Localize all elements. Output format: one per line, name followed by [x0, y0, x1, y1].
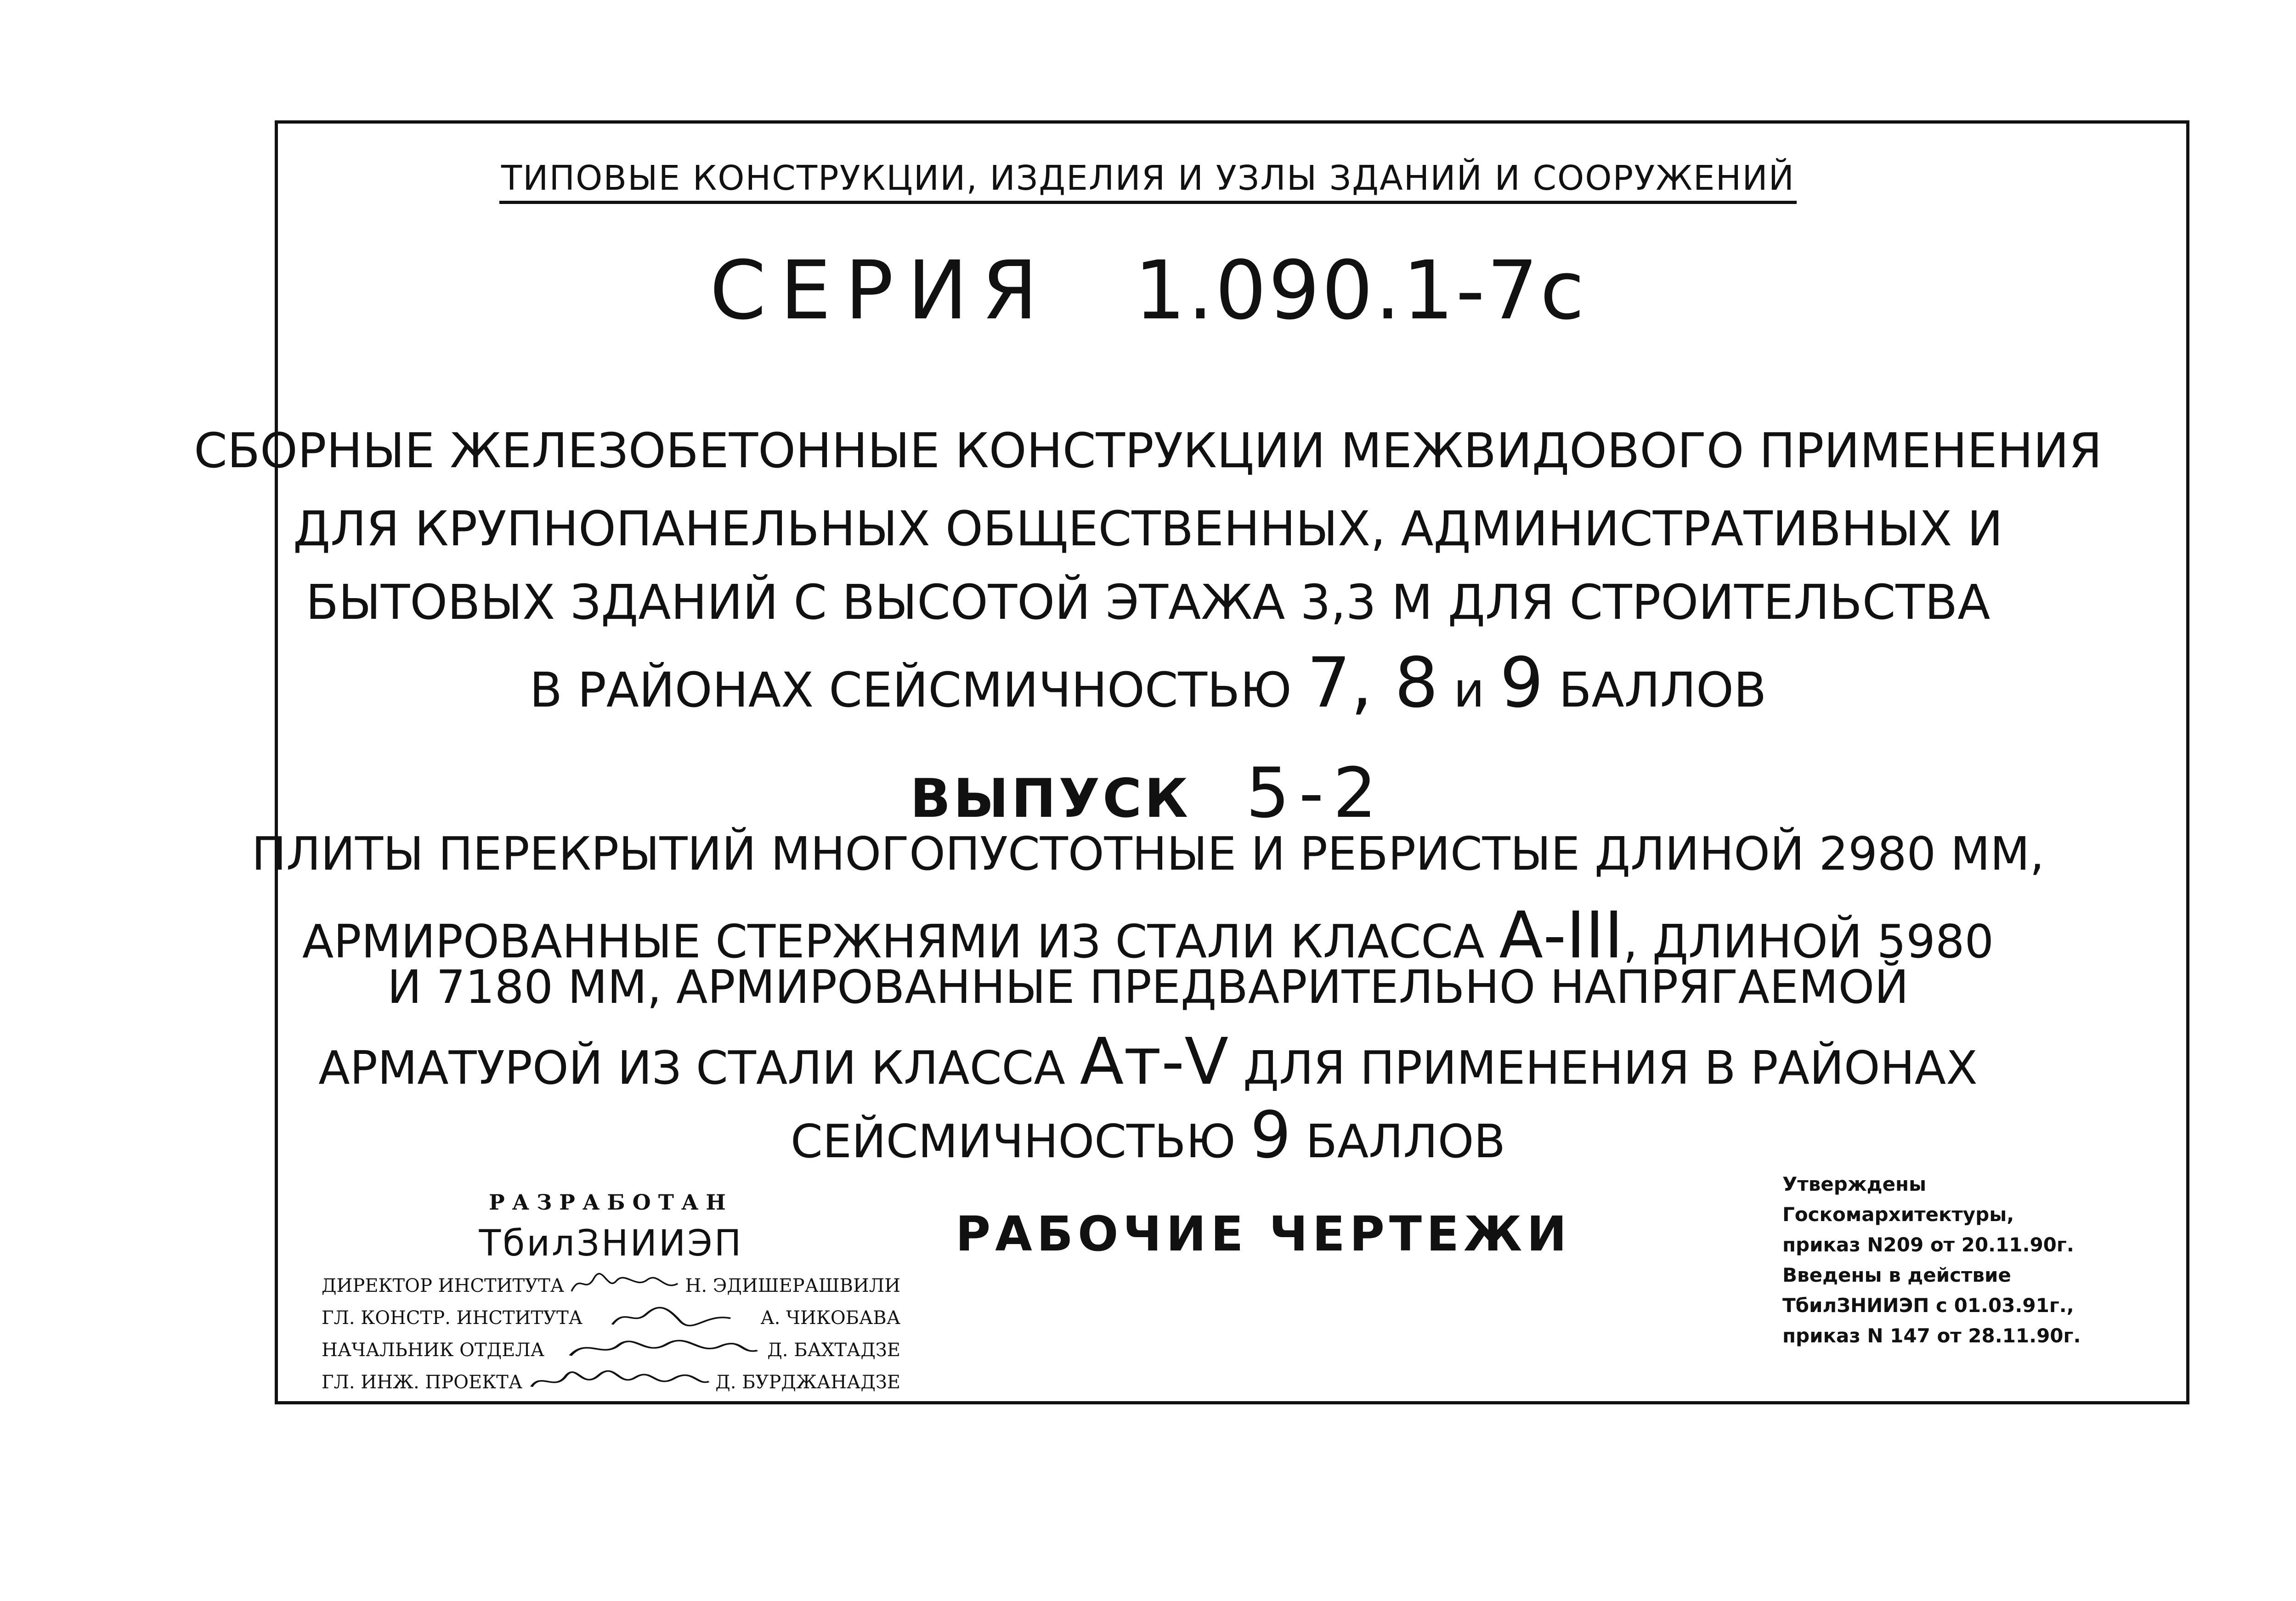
series-collection-heading: ТИПОВЫЕ КОНСТРУКЦИИ, ИЗДЕЛИЯ И УЗЛЫ ЗДАНИЙ И СООРУЖЕНИЙ [0, 158, 2296, 204]
signatory-name: Д. БУРДЖАНАДЗЕ [715, 1372, 900, 1393]
seismic-value-max: 9 [1499, 643, 1544, 723]
handwritten-signature [527, 1367, 711, 1393]
signatory-name: Д. БАХТАДЗЕ [767, 1340, 900, 1361]
issue-label: ВЫПУСК [910, 768, 1191, 830]
handwritten-signature [549, 1335, 763, 1361]
developer-label: РАЗРАБОТАН [489, 1190, 733, 1215]
developer-block [322, 1190, 900, 1393]
title-line-1: СБОРНЫЕ ЖЕЛЕЗОБЕТОННЫЕ КОНСТРУКЦИИ МЕЖВИДОВОГО ПРИМЕНЕНИЯ [194, 423, 2102, 479]
signatory-role: ГЛ. ИНЖ. ПРОЕКТА [322, 1372, 523, 1393]
description-line-2: АРМИРОВАННЫЕ СТЕРЖНЯМИ ИЗ СТАЛИ КЛАССА А-III, ДЛИНОЙ 5980 [302, 898, 1994, 973]
signatory-role: НАЧАЛЬНИК ОТДЕЛА [322, 1340, 545, 1361]
steel-class-a3: А-III [1499, 898, 1623, 973]
handwritten-signature [587, 1303, 756, 1329]
signatory-role: ДИРЕКТОР ИНСТИТУТА [322, 1275, 565, 1296]
steel-class-atv: Ат-V [1080, 1024, 1229, 1099]
series-number: 1.090.1-7с [1134, 243, 1587, 338]
series-title [0, 243, 2296, 338]
issue-number: 5-2 [1246, 753, 1386, 833]
description-line-5: СЕЙСМИЧНОСТЬЮ 9 БАЛЛОВ [790, 1098, 1506, 1173]
seismic-values: 7, 8 [1306, 643, 1438, 723]
handwritten-signature [569, 1271, 680, 1296]
signatory-name: А. ЧИКОБАВА [760, 1307, 900, 1329]
issue-heading [0, 753, 2296, 833]
signatory-name: Н. ЭДИШЕРАШВИЛИ [685, 1275, 900, 1296]
signatory-role: ГЛ. КОНСТР. ИНСТИТУТА [322, 1307, 583, 1329]
signatory-row [322, 1271, 900, 1296]
signatory-row [322, 1335, 900, 1361]
approval-block: Утверждены Госкомархитектуры, приказ N209 от 20.11.90г. Введены в действие ТбилЗНИИЭП с 01.03.91г., приказ N 147 от 28.11.90г. [1782, 1173, 2081, 1347]
developer-organization: ТбилЗНИИЭП [479, 1223, 743, 1264]
document-type: РАБОЧИЕ ЧЕРТЕЖИ [956, 1206, 1572, 1262]
description-line-3: И 7180 ММ, АРМИРОВАННЫЕ ПРЕДВАРИТЕЛЬНО НАПРЯГАЕМОЙ [387, 960, 1909, 1014]
description-line-1: ПЛИТЫ ПЕРЕКРЫТИЙ МНОГОПУСТОТНЫЕ И РЕБРИСТЫЕ ДЛИНОЙ 2980 ММ, [251, 827, 2045, 881]
signatory-row [322, 1367, 900, 1393]
description-line-4: АРМАТУРОЙ ИЗ СТАЛИ КЛАССА Ат-V ДЛЯ ПРИМЕНЕНИЯ В РАЙОНАХ [318, 1024, 1978, 1099]
title-line-3: БЫТОВЫХ ЗДАНИЙ С ВЫСОТОЙ ЭТАЖА 3,3 М ДЛЯ СТРОИТЕЛЬСТВА [305, 574, 1991, 630]
series-word: СЕРИЯ [709, 243, 1052, 338]
signatory-row [322, 1303, 900, 1329]
title-line-4: В РАЙОНАХ СЕЙСМИЧНОСТЬЮ 7, 8 и 9 БАЛЛОВ [529, 643, 1767, 723]
title-line-2: ДЛЯ КРУПНОПАНЕЛЬНЫХ ОБЩЕСТВЕННЫХ, АДМИНИСТРАТИВНЫХ И [293, 501, 2003, 557]
